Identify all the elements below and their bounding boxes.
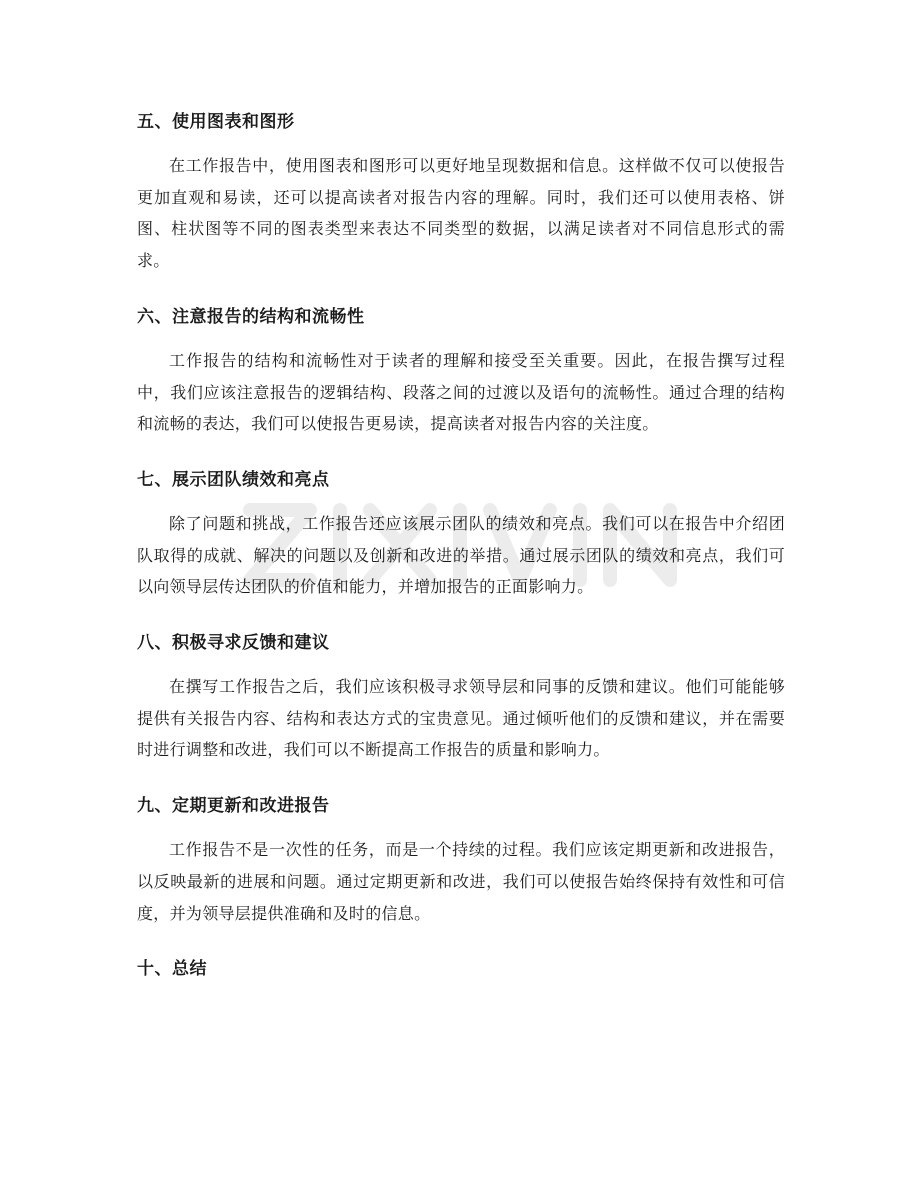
document-content (137, 106, 785, 997)
section-heading: 八、积极寻求反馈和建议 (137, 633, 330, 654)
section-paragraph: 在撰写工作报告之后，我们应该积极寻求领导层和同事的反馈和建议。他们可能能够提供有关报告内容、结构和表达方式的宝贵意见。通过倾听他们的反馈和建议，并在需要时进行调整和改进，我们可以不断提高工作报告的质量和影响力。 (137, 677, 785, 760)
section-paragraph: 工作报告的结构和流畅性对于读者的理解和接受至关重要。因此，在报告撰写过程中，我们应该注意报告的逻辑结构、段落之间的过渡以及语句的流畅性。通过合理的结构和流畅的表达，我们可以使报告更易读，提高读者对报告内容的关注度。 (137, 350, 785, 434)
section-heading: 十、总结 (137, 959, 207, 980)
section-heading: 九、定期更新和改进报告 (137, 796, 330, 817)
section-paragraph: 在工作报告中，使用图表和图形可以更好地呈现数据和信息。这样做不仅可以使报告更加直观和易读，还可以提高读者对报告内容的理解。同时，我们还可以使用表格、饼图、柱状图等不同的图表类型来表达不同类型的数据，以满足读者对不同信息形式的需求。 (137, 156, 785, 271)
section-paragraph: 工作报告不是一次性的任务，而是一个持续的过程。我们应该定期更新和改进报告，以反映最新的进展和问题。通过定期更新和改进，我们可以使报告始终保持有效性和可信度，并为领导层提供准确和及时的信息。 (137, 840, 785, 923)
section-heading: 七、展示团队绩效和亮点 (137, 469, 330, 490)
section-heading: 五、使用图表和图形 (137, 112, 295, 132)
section-paragraph: 除了问题和挑战，工作报告还应该展示团队的绩效和亮点。我们可以在报告中介绍团队取得的成就、解决的问题以及创新和改进的举措。通过展示团队的绩效和亮点，我们可以向领导层传达团队的价值和能力，并增加报告的正面影响力。 (137, 513, 785, 597)
section-heading: 六、注意报告的结构和流畅性 (137, 306, 365, 327)
